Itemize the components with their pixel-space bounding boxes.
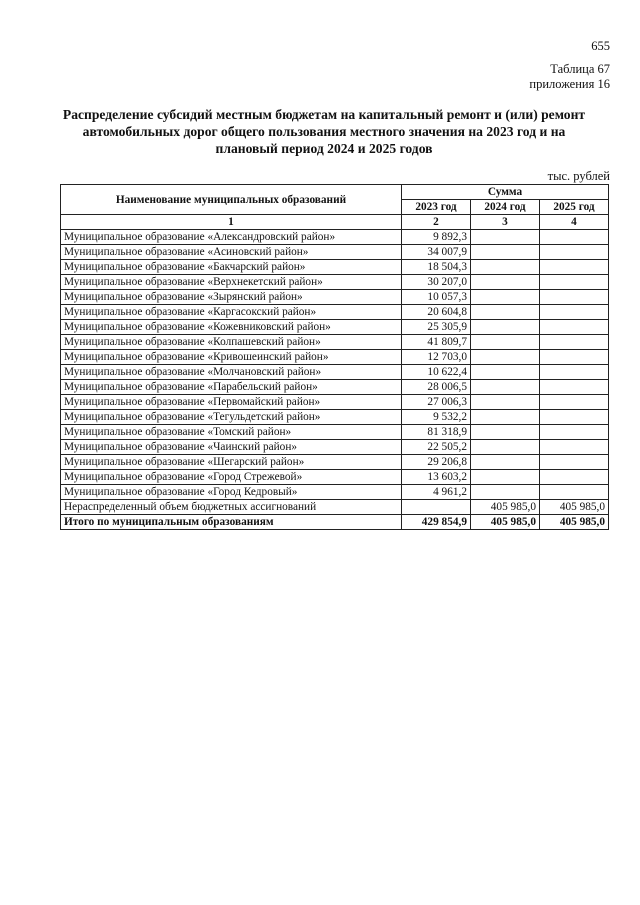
value-2023: 81 318,9 bbox=[401, 425, 470, 440]
municipality-name: Муниципальное образование «Молчановский район» bbox=[61, 365, 402, 380]
municipality-name: Муниципальное образование «Верхнекетский район» bbox=[61, 275, 402, 290]
value-2025 bbox=[539, 320, 608, 335]
table-row bbox=[61, 470, 609, 485]
value-2025: 405 985,0 bbox=[539, 500, 608, 515]
col-number-4: 4 bbox=[539, 215, 608, 230]
value-2023: 13 603,2 bbox=[401, 470, 470, 485]
value-2023: 4 961,2 bbox=[401, 485, 470, 500]
value-2023: 34 007,9 bbox=[401, 245, 470, 260]
value-2024 bbox=[470, 380, 539, 395]
title-line3: плановый период 2024 и 2025 годов bbox=[215, 141, 433, 156]
table-row bbox=[61, 350, 609, 365]
value-2025 bbox=[539, 275, 608, 290]
municipality-name: Муниципальное образование «Город Кедровый» bbox=[61, 485, 402, 500]
total-2023: 429 854,9 bbox=[401, 515, 470, 530]
value-2025 bbox=[539, 350, 608, 365]
value-2024 bbox=[470, 245, 539, 260]
table-row bbox=[61, 410, 609, 425]
table-row bbox=[61, 320, 609, 335]
table-row bbox=[61, 290, 609, 305]
value-2024: 405 985,0 bbox=[470, 500, 539, 515]
value-2025 bbox=[539, 395, 608, 410]
municipality-name: Муниципальное образование «Парабельский район» bbox=[61, 380, 402, 395]
col-number-3: 3 bbox=[470, 215, 539, 230]
value-2023: 10 057,3 bbox=[401, 290, 470, 305]
table-row bbox=[61, 245, 609, 260]
header-name: Наименование муниципальных образований bbox=[61, 185, 402, 215]
total-2024: 405 985,0 bbox=[470, 515, 539, 530]
value-2023 bbox=[401, 500, 470, 515]
municipality-name: Муниципальное образование «Город Стрежевой» bbox=[61, 470, 402, 485]
title-line2: автомобильных дорог общего пользования местного значения на 2023 год и на bbox=[82, 124, 566, 139]
value-2023: 9 892,3 bbox=[401, 230, 470, 245]
value-2023: 20 604,8 bbox=[401, 305, 470, 320]
value-2025 bbox=[539, 335, 608, 350]
value-2024 bbox=[470, 230, 539, 245]
table-row bbox=[61, 305, 609, 320]
value-2024 bbox=[470, 410, 539, 425]
value-2023: 18 504,3 bbox=[401, 260, 470, 275]
col-number-1: 1 bbox=[61, 215, 402, 230]
value-2025 bbox=[539, 365, 608, 380]
municipality-name: Муниципальное образование «Первомайский район» bbox=[61, 395, 402, 410]
value-2025 bbox=[539, 380, 608, 395]
page-number: 655 bbox=[591, 39, 610, 53]
value-2025 bbox=[539, 245, 608, 260]
total-2025: 405 985,0 bbox=[539, 515, 608, 530]
table-row bbox=[61, 425, 609, 440]
value-2025 bbox=[539, 290, 608, 305]
municipality-name: Муниципальное образование «Шегарский район» bbox=[61, 455, 402, 470]
budget-table bbox=[60, 184, 609, 530]
municipality-name: Муниципальное образование «Асиновский район» bbox=[61, 245, 402, 260]
header-2023: 2023 год bbox=[401, 200, 470, 215]
table-body bbox=[61, 230, 609, 515]
municipality-name: Нераспределенный объем бюджетных ассигнований bbox=[61, 500, 402, 515]
value-2023: 29 206,8 bbox=[401, 455, 470, 470]
table-row bbox=[61, 260, 609, 275]
table-row bbox=[61, 230, 609, 245]
value-2023: 9 532,2 bbox=[401, 410, 470, 425]
value-2024 bbox=[470, 290, 539, 305]
column-number-row bbox=[61, 215, 609, 230]
table-row bbox=[61, 455, 609, 470]
total-label: Итого по муниципальным образованиям bbox=[61, 515, 402, 530]
unit-label: тыс. рублей bbox=[547, 169, 610, 183]
municipality-name: Муниципальное образование «Тегульдетский район» bbox=[61, 410, 402, 425]
value-2024 bbox=[470, 395, 539, 410]
municipality-name: Муниципальное образование «Каргасокский район» bbox=[61, 305, 402, 320]
value-2025 bbox=[539, 425, 608, 440]
value-2024 bbox=[470, 320, 539, 335]
value-2024 bbox=[470, 440, 539, 455]
value-2024 bbox=[470, 350, 539, 365]
value-2025 bbox=[539, 305, 608, 320]
table-row bbox=[61, 500, 609, 515]
municipality-name: Муниципальное образование «Александровский район» bbox=[61, 230, 402, 245]
municipality-name: Муниципальное образование «Томский район» bbox=[61, 425, 402, 440]
header-2025: 2025 год bbox=[539, 200, 608, 215]
municipality-name: Муниципальное образование «Кривошеинский район» bbox=[61, 350, 402, 365]
municipality-name: Муниципальное образование «Колпашевский район» bbox=[61, 335, 402, 350]
value-2023: 27 006,3 bbox=[401, 395, 470, 410]
value-2024 bbox=[470, 260, 539, 275]
table-row bbox=[61, 440, 609, 455]
value-2024 bbox=[470, 455, 539, 470]
municipality-name: Муниципальное образование «Зырянский район» bbox=[61, 290, 402, 305]
table-row bbox=[61, 380, 609, 395]
table-row bbox=[61, 335, 609, 350]
value-2023: 28 006,5 bbox=[401, 380, 470, 395]
table-ref-line1: Таблица 67 bbox=[550, 62, 610, 76]
value-2025 bbox=[539, 260, 608, 275]
value-2023: 12 703,0 bbox=[401, 350, 470, 365]
value-2025 bbox=[539, 455, 608, 470]
title-line1: Распределение субсидий местным бюджетам на капитальный ремонт и (или) ремонт bbox=[62, 107, 586, 122]
value-2024 bbox=[470, 470, 539, 485]
table-row bbox=[61, 275, 609, 290]
value-2023: 30 207,0 bbox=[401, 275, 470, 290]
value-2023: 41 809,7 bbox=[401, 335, 470, 350]
value-2024 bbox=[470, 335, 539, 350]
table-ref-line2: приложения 16 bbox=[529, 76, 610, 91]
table-row bbox=[61, 485, 609, 500]
municipality-name: Муниципальное образование «Кожевниковский район» bbox=[61, 320, 402, 335]
value-2023: 22 505,2 bbox=[401, 440, 470, 455]
value-2025 bbox=[539, 470, 608, 485]
municipality-name: Муниципальное образование «Бакчарский район» bbox=[61, 260, 402, 275]
table-row bbox=[61, 365, 609, 380]
table-reference bbox=[529, 62, 610, 91]
value-2023: 10 622,4 bbox=[401, 365, 470, 380]
header-sum: Сумма bbox=[401, 185, 608, 200]
value-2024 bbox=[470, 275, 539, 290]
document-title bbox=[50, 106, 598, 157]
value-2023: 25 305,9 bbox=[401, 320, 470, 335]
value-2024 bbox=[470, 305, 539, 320]
municipality-name: Муниципальное образование «Чаинский район» bbox=[61, 440, 402, 455]
header-row bbox=[61, 185, 609, 200]
col-number-2: 2 bbox=[401, 215, 470, 230]
value-2025 bbox=[539, 410, 608, 425]
value-2024 bbox=[470, 365, 539, 380]
value-2025 bbox=[539, 485, 608, 500]
value-2024 bbox=[470, 425, 539, 440]
value-2025 bbox=[539, 230, 608, 245]
table-row bbox=[61, 395, 609, 410]
header-2024: 2024 год bbox=[470, 200, 539, 215]
value-2025 bbox=[539, 440, 608, 455]
value-2024 bbox=[470, 485, 539, 500]
total-row bbox=[61, 515, 609, 530]
